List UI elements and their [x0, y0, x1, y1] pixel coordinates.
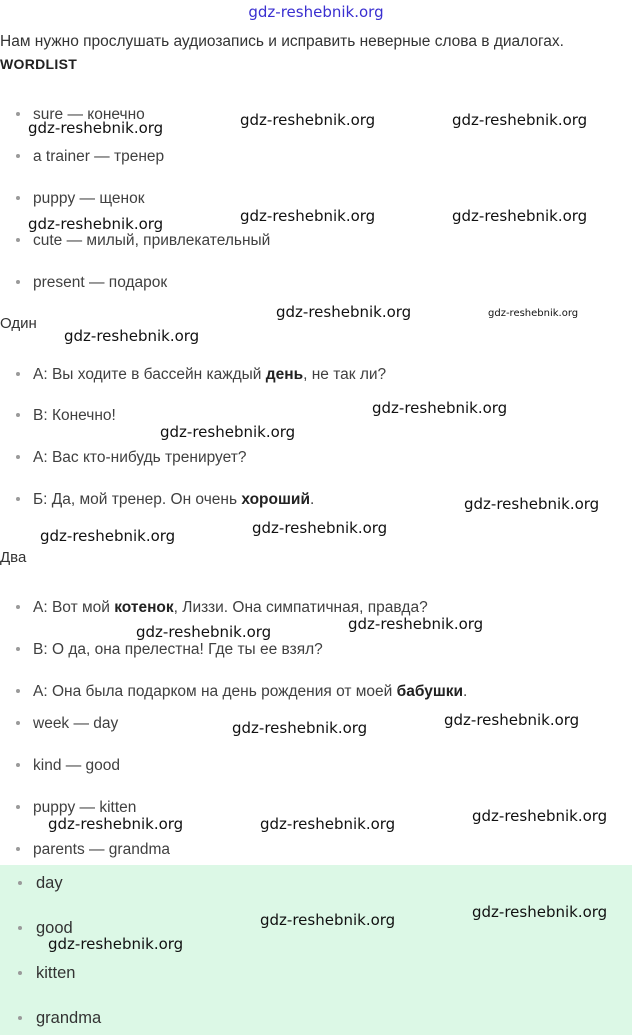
dialogue-text: , не так ли? — [303, 366, 387, 383]
bullet-icon — [18, 881, 22, 885]
dialogue-text: А: Вас кто-нибудь тренирует? — [33, 449, 247, 466]
bullet-icon — [16, 497, 20, 501]
bullet-icon — [16, 605, 20, 609]
dialogue-text: Б: Да, мой тренер. Он очень — [33, 491, 242, 508]
highlighted-word: день — [265, 366, 304, 383]
correction-text: kind — good — [33, 757, 121, 774]
correction-text: parents — grandma — [33, 841, 170, 858]
watermark: gdz-reshebnik.org — [452, 111, 588, 129]
watermark: gdz-reshebnik.org — [488, 308, 579, 319]
watermark: gdz-reshebnik.org — [452, 207, 588, 225]
watermark: gdz-reshebnik.org — [444, 711, 580, 729]
dialogue-text: А: Вы ходите в бассейн каждый — [33, 366, 266, 383]
highlighted-word: хороший — [241, 491, 310, 508]
wordlist-item — [16, 232, 270, 250]
answer-item — [18, 1009, 101, 1028]
bullet-icon — [18, 926, 22, 930]
watermark: gdz-reshebnik.org — [472, 807, 608, 825]
dialogue-text: В: О да, она прелестна! Где ты ее взял? — [33, 641, 323, 658]
bullet-icon — [16, 238, 20, 242]
wordlist-heading: WORDLIST — [0, 56, 78, 72]
answer-text: kitten — [36, 964, 76, 982]
correction-item — [16, 841, 170, 859]
correction-text: puppy — kitten — [33, 799, 137, 816]
watermark: gdz-reshebnik.org — [276, 303, 412, 321]
watermark: gdz-reshebnik.org — [64, 327, 200, 345]
bullet-icon — [16, 721, 20, 725]
dialogue-text: . — [309, 491, 315, 508]
watermark: gdz-reshebnik.org — [240, 111, 376, 129]
wordlist-item-text: sure — конечно — [33, 106, 145, 123]
bullet-icon — [18, 971, 22, 975]
watermark: gdz-reshebnik.org — [472, 903, 608, 921]
wordlist-item-text: puppy — щенок — [33, 190, 145, 207]
bullet-icon — [16, 154, 20, 158]
watermark: gdz-reshebnik.org — [136, 623, 272, 641]
bullet-icon — [16, 280, 20, 284]
watermark: gdz-reshebnik.org — [40, 527, 176, 545]
bullet-icon — [16, 413, 20, 417]
correction-item — [16, 715, 118, 733]
bullet-icon — [16, 196, 20, 200]
wordlist-item-text: present — подарок — [33, 274, 168, 291]
answer-text: grandma — [36, 1009, 102, 1027]
correction-text: week — day — [33, 715, 119, 732]
answer-text: good — [36, 919, 73, 937]
watermark: gdz-reshebnik.org — [48, 935, 184, 953]
watermark: gdz-reshebnik.org — [232, 719, 368, 737]
section-one-heading: Один — [0, 315, 37, 332]
wordlist-item-text: cute — милый, привлекательный — [33, 232, 271, 249]
bullet-icon — [18, 1016, 22, 1020]
answer-item — [18, 874, 63, 893]
dialogue-text: А: Вот мой — [33, 599, 115, 616]
highlighted-word: котенок — [114, 599, 174, 616]
watermark: gdz-reshebnik.org — [260, 815, 396, 833]
dialogue-line — [16, 449, 246, 467]
bullet-icon — [16, 805, 20, 809]
watermark: gdz-reshebnik.org — [348, 615, 484, 633]
highlighted-word: бабушки — [396, 683, 464, 700]
bullet-icon — [16, 689, 20, 693]
dialogue-line — [16, 641, 323, 659]
watermark: gdz-reshebnik.org — [240, 207, 376, 225]
section-two-heading: Два — [0, 549, 27, 566]
watermark: gdz-reshebnik.org — [160, 423, 296, 441]
bullet-icon — [16, 647, 20, 651]
watermark: gdz-reshebnik.org — [28, 119, 164, 137]
wordlist-item — [16, 274, 167, 292]
wordlist-item — [16, 148, 164, 166]
dialogue-line — [16, 407, 116, 425]
bullet-icon — [16, 455, 20, 459]
dialogue-text: . — [463, 683, 468, 700]
intro-text: Нам нужно прослушать аудиозапись и исправить неверные слова в диалогах. — [0, 33, 564, 50]
answer-item — [18, 964, 75, 983]
correction-item — [16, 757, 120, 775]
site-title[interactable]: gdz-reshebnik.org — [248, 3, 384, 21]
dialogue-line — [16, 491, 314, 509]
wordlist-item-text: a trainer — тренер — [33, 148, 165, 165]
bullet-icon — [16, 372, 20, 376]
bullet-icon — [16, 847, 20, 851]
dialogue-line — [16, 683, 467, 701]
answer-text: day — [36, 874, 63, 892]
watermark: gdz-reshebnik.org — [28, 215, 164, 233]
bullet-icon — [16, 112, 20, 116]
watermark: gdz-reshebnik.org — [48, 815, 184, 833]
dialogue-text: , Лиззи. Она симпатичная, правда? — [173, 599, 428, 616]
dialogue-text: А: Она была подарком на день рождения от моей — [33, 683, 397, 700]
wordlist-item — [16, 190, 145, 208]
watermark: gdz-reshebnik.org — [260, 911, 396, 929]
watermark: gdz-reshebnik.org — [252, 519, 388, 537]
bullet-icon — [16, 763, 20, 767]
watermark: gdz-reshebnik.org — [372, 399, 508, 417]
watermark: gdz-reshebnik.org — [464, 495, 600, 513]
dialogue-line — [16, 366, 386, 384]
dialogue-text: В: Конечно! — [33, 407, 116, 424]
